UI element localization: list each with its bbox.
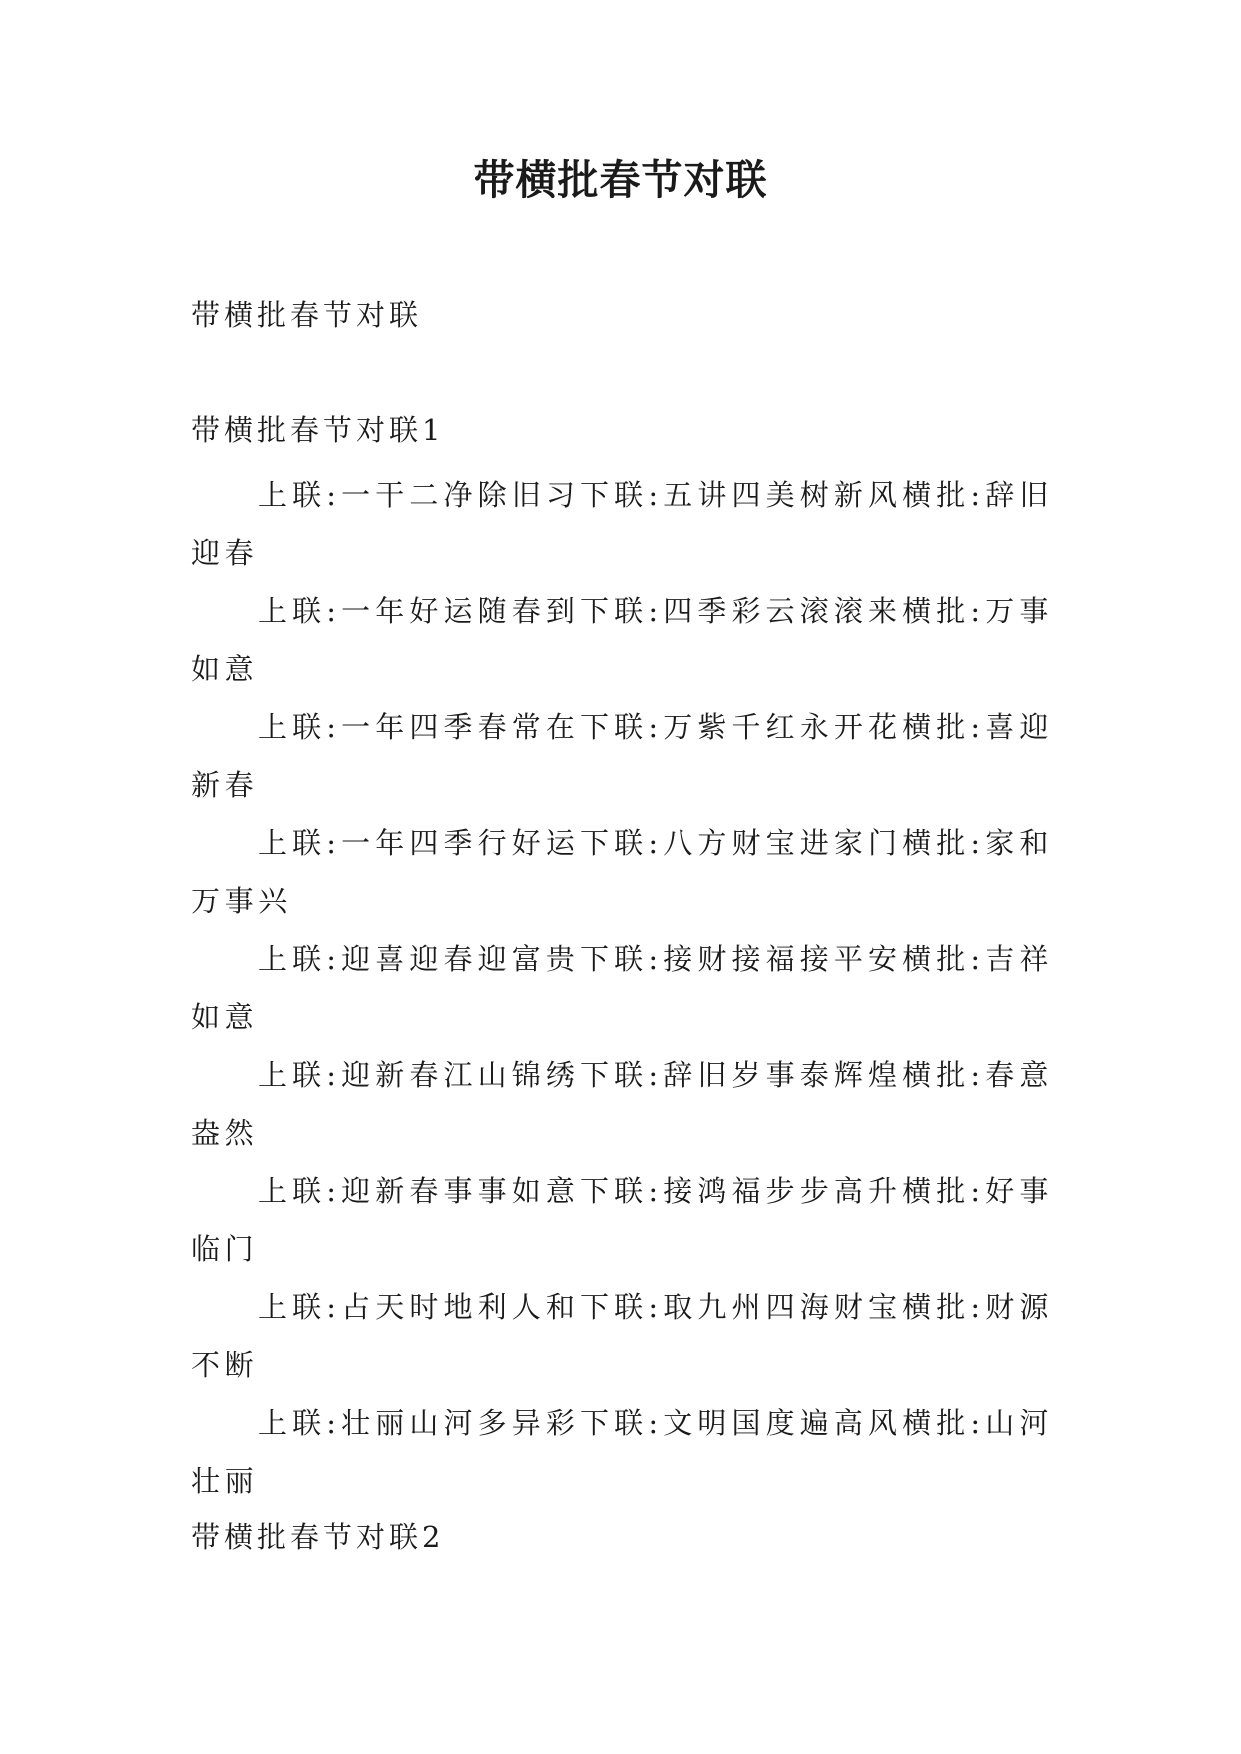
couplet-entry: 上联:迎喜迎春迎富贵下联:接财接福接平安横批:吉祥如意	[191, 942, 1053, 1034]
couplet-entry: 上联:一年四季春常在下联:万紫千红永开花横批:喜迎新春	[191, 710, 1053, 802]
couplet-entry: 上联:迎新春事事如意下联:接鸿福步步高升横批:好事临门	[191, 1174, 1053, 1266]
couplet-entry: 上联:一干二净除旧习下联:五讲四美树新风横批:辞旧迎春	[191, 478, 1053, 570]
couplet-entry: 上联:一年四季行好运下联:八方财宝进家门横批:家和万事兴	[191, 826, 1053, 918]
couplet-entry: 上联:占天时地利人和下联:取九州四海财宝横批:财源不断	[191, 1290, 1053, 1382]
couplet-entry: 上联:壮丽山河多异彩下联:文明国度遍高风横批:山河壮丽	[191, 1406, 1053, 1498]
document-title: 带横批春节对联	[473, 156, 768, 204]
section-heading-2: 带横批春节对联2	[191, 1520, 445, 1554]
section-heading-1: 带横批春节对联1	[191, 413, 445, 447]
couplet-entry: 上联:迎新春江山锦绣下联:辞旧岁事泰辉煌横批:春意盎然	[191, 1058, 1053, 1150]
document-subtitle: 带横批春节对联	[191, 298, 423, 332]
couplet-list	[191, 466, 1053, 1510]
couplet-entry: 上联:一年好运随春到下联:四季彩云滚滚来横批:万事如意	[191, 594, 1053, 686]
